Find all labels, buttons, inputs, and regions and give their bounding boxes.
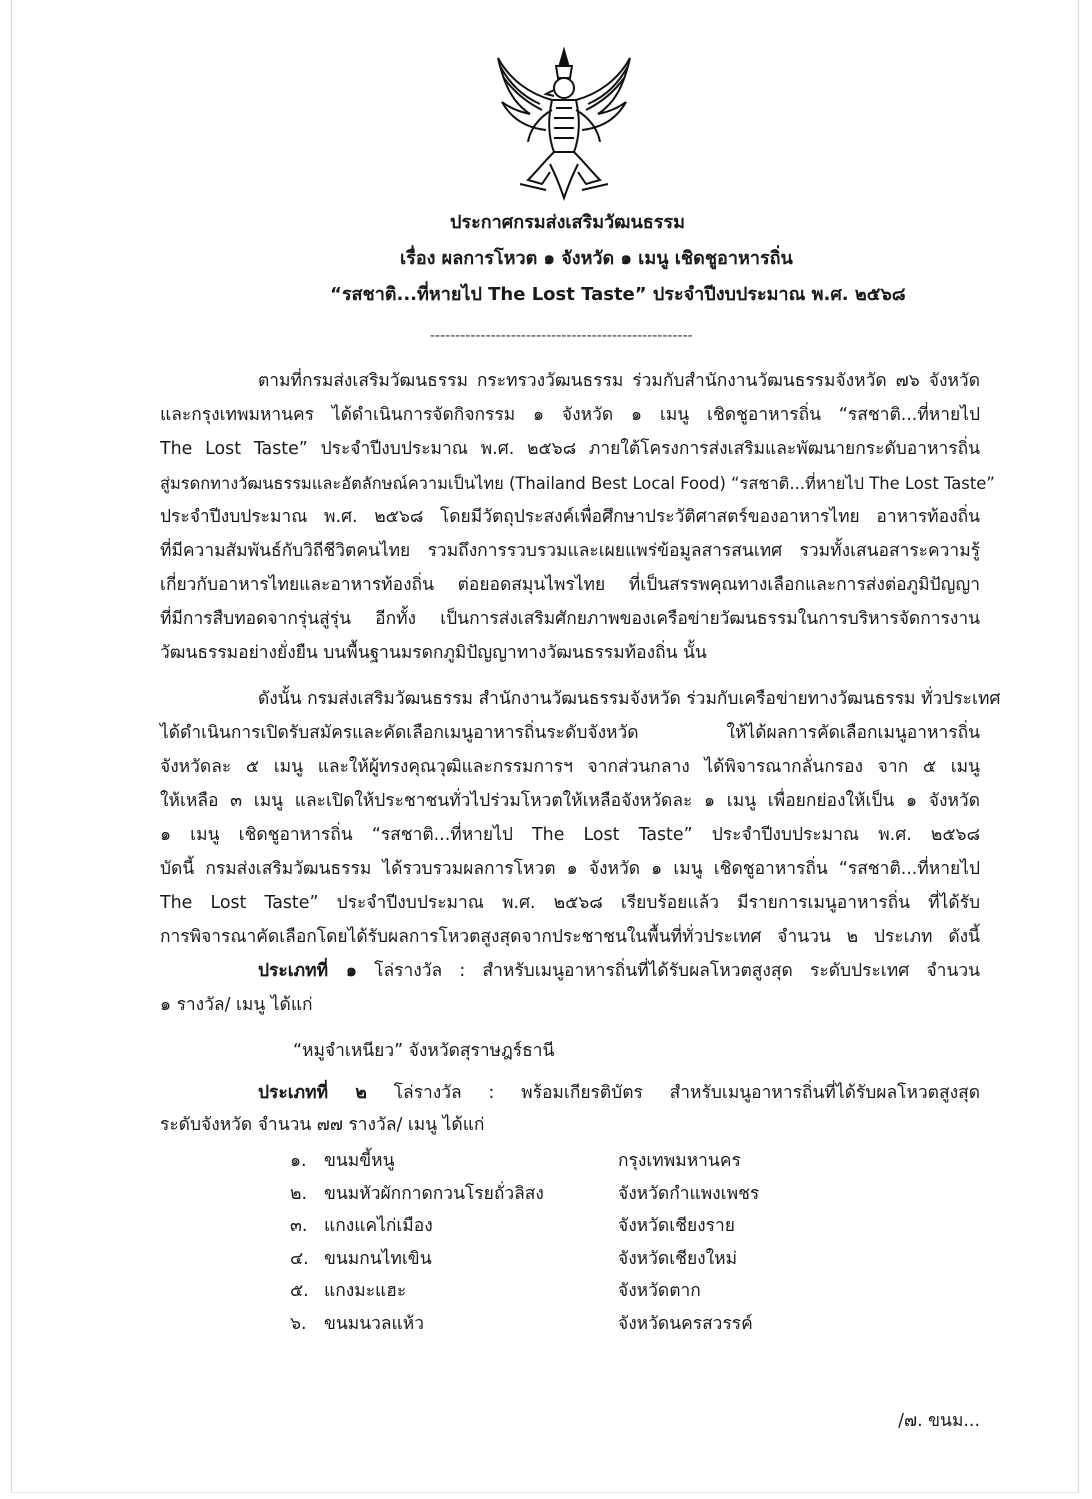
para2-line-8: การพิจารณาคัดเลือกโดยได้รับผลการโหวตสูงสุดจากประชาชนในพื้นที่ทั่วประเทศ จำนวน ๒ ประเภท ดังนี้ — [160, 927, 980, 947]
para1-line-3: The Lost Taste” ประจำปีงบประมาณ พ.ศ. ๒๕๖๘ ภายใต้โครงการส่งเสริมและพัฒนายกระดับอาหารถิ่น — [160, 439, 980, 459]
list-item-number: ๒. — [290, 1184, 307, 1204]
para1-line-2: และกรุงเทพมหานคร ได้ดำเนินการจัดกิจกรรม ๑ จังหวัด ๑ เมนู เชิดชูอาหารถิ่น “รสชาติ...ที่หายไป — [160, 405, 980, 425]
type1-text: โล่รางวัล : สำหรับเมนูอาหารถิ่นที่ได้รับผลโหวตสูงสุด ระดับประเทศ จำนวน — [356, 961, 980, 981]
type1-line-2: ๑ รางวัล/ เมนู ได้แก่ — [160, 995, 313, 1015]
type1-line-1 — [258, 958, 980, 985]
para1-line-8: ที่มีการสืบทอดจากรุ่นสู่รุ่น อีกทั้ง เป็นการส่งเสริมศักยภาพของเครือข่ายวัฒนธรรมในการบริหารจัดการงาน — [160, 609, 980, 629]
announcement-subject: เรื่อง ผลการโหวต ๑ จังหวัด ๑ เมนู เชิดชูอาหารถิ่น — [400, 248, 793, 269]
list-item-menu: แกงแคไก่เมือง — [324, 1216, 433, 1236]
para1-line-4: สู่มรดกทางวัฒนธรรมและอัตลักษณ์ความเป็นไทย (Thailand Best Local Food) “รสชาติ...ที่หายไป The Lost Taste” — [160, 474, 995, 493]
title-divider: ---------------------------------------------------- — [430, 328, 693, 344]
list-item-number: ๓. — [290, 1216, 308, 1236]
para2-line-4: ให้เหลือ ๓ เมนู และเปิดให้ประชาชนทั่วไปร่วมโหวตให้เหลือจังหวัดละ ๑ เมนู เพื่อยกย่องให้เป็น ๑ จังหวัด — [160, 791, 980, 811]
list-item-province: จังหวัดเชียงราย — [618, 1216, 735, 1236]
list-item-menu: ขนมนวลแห้ว — [324, 1314, 424, 1334]
list-item-menu: ขนมขี้หนู — [324, 1151, 395, 1171]
garuda-emblem-icon — [490, 44, 638, 204]
type2-label: ประเภทที่ ๒ — [258, 1083, 367, 1103]
list-item-number: ๔. — [290, 1249, 309, 1269]
para2-line-7: The Lost Taste” ประจำปีงบประมาณ พ.ศ. ๒๕๖๘ เรียบร้อยแล้ว มีรายการเมนูอาหารถิ่น ที่ได้รับ — [160, 893, 980, 913]
national-winner: “หมูจำเหนียว” จังหวัดสุราษฎร์ธานี — [293, 1041, 555, 1061]
list-item-menu: ขนมหัวผักกาดกวนโรยถั่วลิสง — [324, 1184, 544, 1204]
announcement-title: ประกาศกรมส่งเสริมวัฒนธรรม — [450, 212, 685, 233]
para2-line-2: ได้ดำเนินการเปิดรับสมัครและคัดเลือกเมนูอาหารถิ่นระดับจังหวัด ให้ได้ผลการคัดเลือกเมนูอาหารถิ่น — [160, 723, 980, 743]
list-item-province: กรุงเทพมหานคร — [618, 1151, 741, 1171]
para1-line-6: ที่มีความสัมพันธ์กับวิถีชีวิตคนไทย รวมถึงการรวบรวมและเผยแพร่ข้อมูลสารสนเทศ รวมทั้งเสนอสาระความรู้ — [160, 541, 980, 561]
list-item-number: ๕. — [290, 1281, 309, 1301]
page-continuation: /๗. ขนม... — [898, 1411, 980, 1431]
list-item-province: จังหวัดตาก — [618, 1281, 701, 1301]
para1-line-5: ประจำปีงบประมาณ พ.ศ. ๒๕๖๘ โดยมีวัตถุประสงค์เพื่อศึกษาประวัติศาสตร์ของอาหารไทย อาหารท้องถิ่น — [160, 507, 980, 527]
list-item-province: จังหวัดนครสวรรค์ — [618, 1314, 753, 1334]
para2-line-1: ดังนั้น กรมส่งเสริมวัฒนธรรม สำนักงานวัฒนธรรมจังหวัด ร่วมกับเครือข่ายทางวัฒนธรรม ทั่วประเทศ — [258, 689, 1001, 709]
list-item-province: จังหวัดกำแพงเพชร — [618, 1184, 760, 1204]
list-item-menu: แกงมะแฮะ — [324, 1281, 407, 1301]
announcement-subject-line-2: “รสชาติ...ที่หายไป The Lost Taste” ประจำปีงบประมาณ พ.ศ. ๒๕๖๘ — [330, 284, 906, 305]
para2-line-5: ๑ เมนู เชิดชูอาหารถิ่น “รสชาติ...ที่หายไป The Lost Taste” ประจำปีงบประมาณ พ.ศ. ๒๕๖๘ — [160, 825, 980, 845]
list-item-number: ๑. — [290, 1151, 307, 1171]
para2-line-6: บัดนี้ กรมส่งเสริมวัฒนธรรม ได้รวบรวมผลการโหวต ๑ จังหวัด ๑ เมนู เชิดชูอาหารถิ่น “รสชาติ...ที่หายไป — [160, 859, 980, 879]
type1-label: ประเภทที่ ๑ — [258, 961, 357, 981]
list-item-number: ๖. — [290, 1314, 307, 1334]
type2-line-2: ระดับจังหวัด จำนวน ๗๗ รางวัล/ เมนู ได้แก่ — [160, 1115, 485, 1135]
list-item-province: จังหวัดเชียงใหม่ — [618, 1249, 738, 1269]
list-item-menu: ขนมกนไทเขิน — [324, 1249, 432, 1269]
para2-line-3: จังหวัดละ ๕ เมนู และให้ผู้ทรงคุณวุฒิและกรรมการฯ จากส่วนกลาง ได้พิจารณากลั่นกรอง จาก ๕ เมนู — [160, 757, 980, 777]
type2-line-1 — [258, 1080, 980, 1107]
para1-line-1: ตามที่กรมส่งเสริมวัฒนธรรม กระทรวงวัฒนธรรม ร่วมกับสำนักงานวัฒนธรรมจังหวัด ๗๖ จังหวัด — [258, 371, 980, 391]
para1-line-9: วัฒนธรรมอย่างยั่งยืน บนพื้นฐานมรดกภูมิปัญญาทางวัฒนธรรมท้องถิ่น นั้น — [160, 643, 707, 663]
type2-text: โล่รางวัล : พร้อมเกียรติบัตร สำหรับเมนูอาหารถิ่นที่ได้รับผลโหวตสูงสุด — [366, 1083, 980, 1103]
para1-line-7: เกี่ยวกับอาหารไทยและอาหารท้องถิ่น ต่อยอดสมุนไพรไทย ที่เป็นสรรพคุณทางเลือกและการส่งต่อภูมิปัญญา — [160, 575, 980, 595]
